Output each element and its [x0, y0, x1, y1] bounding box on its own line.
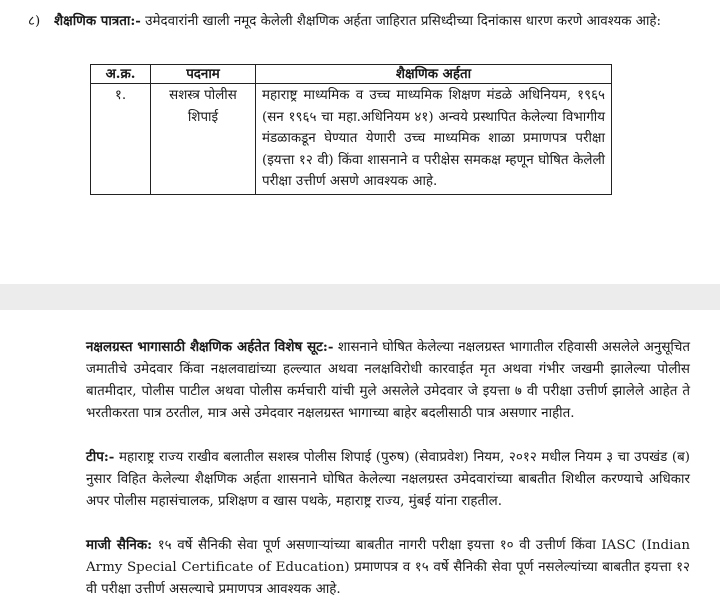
ex-serviceman-paragraph: [86, 534, 690, 601]
section-number: ८): [28, 14, 41, 29]
cell-post: सशस्त्र पोलीस शिपाई: [151, 84, 256, 195]
naxal-text: शासनाने घोषित केलेल्या नक्षलग्रस्त भागातील रहिवासी असलेले अनुसूचित जमातीचे उमेदवार किंवा नक्षलवाद्यांच्या हल्ल्यात अथवा नलक्षविरोधी कारवाईत मृत अथवा गंभीर जखमी झालेल्या पोलीस बातमीदार, पोलीस पाटील अथवा पोलीस कर्मचारी यांची मुले असलेले उमेदवार जे इयत्ता ७ वी परीक्षा उत्तीर्ण झालेले आहेत ते भरतीकरता पात्र ठरतील, मात्र असे उमेदवार नक्षलग्रस्त भागाच्या बाहेर बदलीसाठी पात्र असणार नाहीत.: [86, 340, 690, 421]
note-paragraph: [86, 446, 690, 513]
naxal-heading: नक्षलग्रस्त भागासाठी शैक्षणिक अर्हतेत विशेष सूट:-: [86, 339, 334, 355]
section-text: उमेदवारांनी खाली नमूद केलेली शैक्षणिक अर्हता जाहिरात प्रसिध्दीच्या दिनांकास धारण करणे आवश्यक आहे:: [145, 14, 662, 29]
note-text: महाराष्ट्र राज्य राखीव बलातील सशस्त्र पोलीस शिपाई (पुरुष) (सेवाप्रवेश) नियम, २०१२ मधील नियम ३ चा उपखंड (ब) नुसार विहित केलेल्या शैक्षणिक अर्हता शासनाने घोषित केलेल्या नक्षलग्रस्त उमेदवारांच्या बाबतीत शिथील करण्याचे अधिकार अपर पोलीस महासंचालक, प्रशिक्षण व खास पथके, महाराष्ट्र राज्य, मुंबई यांना राहतील.: [86, 450, 690, 509]
section-title: शैक्षणिक पात्रता:-: [54, 13, 141, 29]
table-header-row: [91, 65, 612, 84]
cell-qualification: महाराष्ट्र माध्यमिक व उच्च माध्यमिक शिक्षण मंडळे अधिनियम, १९६५ (सन १९६५ चा महा.अधिनियम ४१) अन्वये प्रस्थापित केलेल्या विभागीय मंडळाकडून घेण्यात येणारी उच्च माध्यमिक शाळा प्रमाणपत्र परीक्षा (इयत्ता १२ वी) किंवा शासनाने व परीक्षेस समकक्ष म्हणून घोषित केलेली परीक्षा उत्तीर्ण असणे आवश्यक आहे.: [256, 84, 612, 195]
document-page-1: [0, 0, 720, 284]
header-post: पदनाम: [151, 65, 256, 84]
cell-serial: १.: [91, 84, 151, 195]
section-8-heading: [28, 10, 693, 33]
header-serial: अ.क्र.: [91, 65, 151, 84]
naxal-relaxation-paragraph: [86, 336, 690, 425]
qualification-table: [90, 64, 612, 195]
ex-serviceman-heading: माजी सैनिक:: [86, 537, 153, 553]
page-separator: [0, 284, 720, 310]
ex-serviceman-text: १५ वर्षे सैनिकी सेवा पूर्ण असणाऱ्यांच्या बाबतीत नागरी परीक्षा इयत्ता १० वी उत्तीर्ण किंवा IASC (Indian Army Special Certificate of Education) प्रमाणपत्र व १५ वर्षे सैनिकी सेवा पूर्ण नसलेल्यांच्या बाबतीत इयत्ता १२ वी परीक्षा उत्तीर्ण असल्याचे प्रमाणपत्र आवश्यक आहे.: [86, 538, 690, 597]
note-heading: टीप:-: [86, 449, 115, 465]
table-row: [91, 84, 612, 195]
header-qualification: शैक्षणिक अर्हता: [256, 65, 612, 84]
document-page-2: [0, 310, 720, 603]
